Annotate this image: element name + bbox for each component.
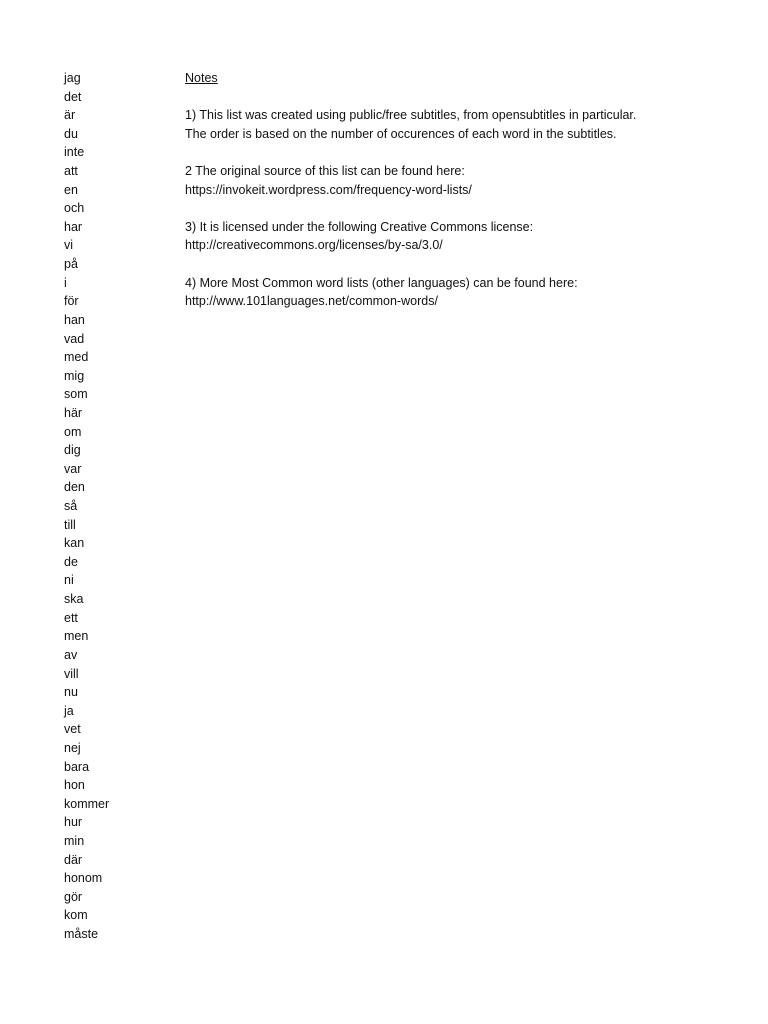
word-item: bara bbox=[64, 759, 90, 774]
word-item: ni bbox=[64, 573, 74, 588]
word-item: måste bbox=[64, 927, 99, 942]
note-3-license-url: http://creativecommons.org/licenses/by-sa/3.0/ bbox=[185, 238, 443, 253]
word-item: nu bbox=[64, 685, 78, 700]
word-item: att bbox=[64, 164, 78, 179]
word-item: vet bbox=[64, 722, 81, 737]
word-item: vad bbox=[64, 331, 85, 346]
note-1-line-2: The order is based on the number of occurences of each word in the subtitles. bbox=[185, 126, 617, 141]
spacer bbox=[185, 199, 745, 218]
word-item: av bbox=[64, 647, 78, 662]
word-item: kommer bbox=[64, 796, 110, 811]
word-item: men bbox=[64, 629, 89, 644]
word-item: du bbox=[64, 126, 78, 141]
word-item: ja bbox=[64, 703, 74, 718]
spacer bbox=[185, 143, 745, 162]
word-item: jag bbox=[64, 71, 81, 85]
word-item: vill bbox=[64, 666, 79, 681]
word-item: gör bbox=[64, 889, 83, 904]
word-item: en bbox=[64, 182, 78, 197]
word-item: min bbox=[64, 833, 85, 848]
word-item: kan bbox=[64, 536, 85, 551]
note-4-line-1: 4) More Most Common word lists (other languages) can be found here: bbox=[185, 275, 578, 290]
word-item: är bbox=[64, 108, 76, 123]
word-item: har bbox=[64, 219, 83, 234]
word-item: kom bbox=[64, 908, 88, 923]
spacer bbox=[185, 88, 745, 107]
note-3-line-1: 3) It is licensed under the following Creative Commons license: bbox=[185, 219, 534, 234]
note-2-line-1: 2 The original source of this list can be found here: bbox=[185, 164, 465, 179]
notes-section bbox=[185, 69, 745, 311]
word-item: mig bbox=[64, 368, 85, 383]
word-item: här bbox=[64, 405, 83, 420]
word-item: i bbox=[64, 275, 67, 290]
word-item: ett bbox=[64, 610, 78, 625]
word-item: han bbox=[64, 312, 85, 327]
word-item: om bbox=[64, 424, 82, 439]
word-item: och bbox=[64, 201, 85, 216]
note-2-source-url: https://invokeit.wordpress.com/frequency-word-lists/ bbox=[185, 182, 472, 197]
note-1-line-1: 1) This list was created using public/free subtitles, from opensubtitles in particular. bbox=[185, 108, 637, 123]
word-item: var bbox=[64, 461, 82, 476]
word-item: där bbox=[64, 852, 83, 867]
word-item: så bbox=[64, 499, 78, 514]
spacer bbox=[185, 255, 745, 274]
word-list bbox=[64, 69, 109, 944]
word-item: de bbox=[64, 554, 78, 569]
note-4-lists-url: http://www.101languages.net/common-words/ bbox=[185, 294, 438, 309]
word-item: som bbox=[64, 387, 88, 402]
word-item: på bbox=[64, 257, 78, 272]
word-item: inte bbox=[64, 145, 85, 160]
word-item: det bbox=[64, 89, 82, 104]
word-item: hur bbox=[64, 815, 83, 830]
word-item: den bbox=[64, 480, 85, 495]
word-item: vi bbox=[64, 238, 74, 253]
notes-title: Notes bbox=[185, 71, 218, 85]
word-item: hon bbox=[64, 778, 85, 793]
word-item: dig bbox=[64, 443, 81, 458]
word-item: till bbox=[64, 517, 76, 532]
word-item: ska bbox=[64, 592, 84, 607]
word-item: nej bbox=[64, 740, 81, 755]
word-item: honom bbox=[64, 871, 103, 886]
word-item: för bbox=[64, 294, 79, 309]
word-item: med bbox=[64, 350, 89, 365]
